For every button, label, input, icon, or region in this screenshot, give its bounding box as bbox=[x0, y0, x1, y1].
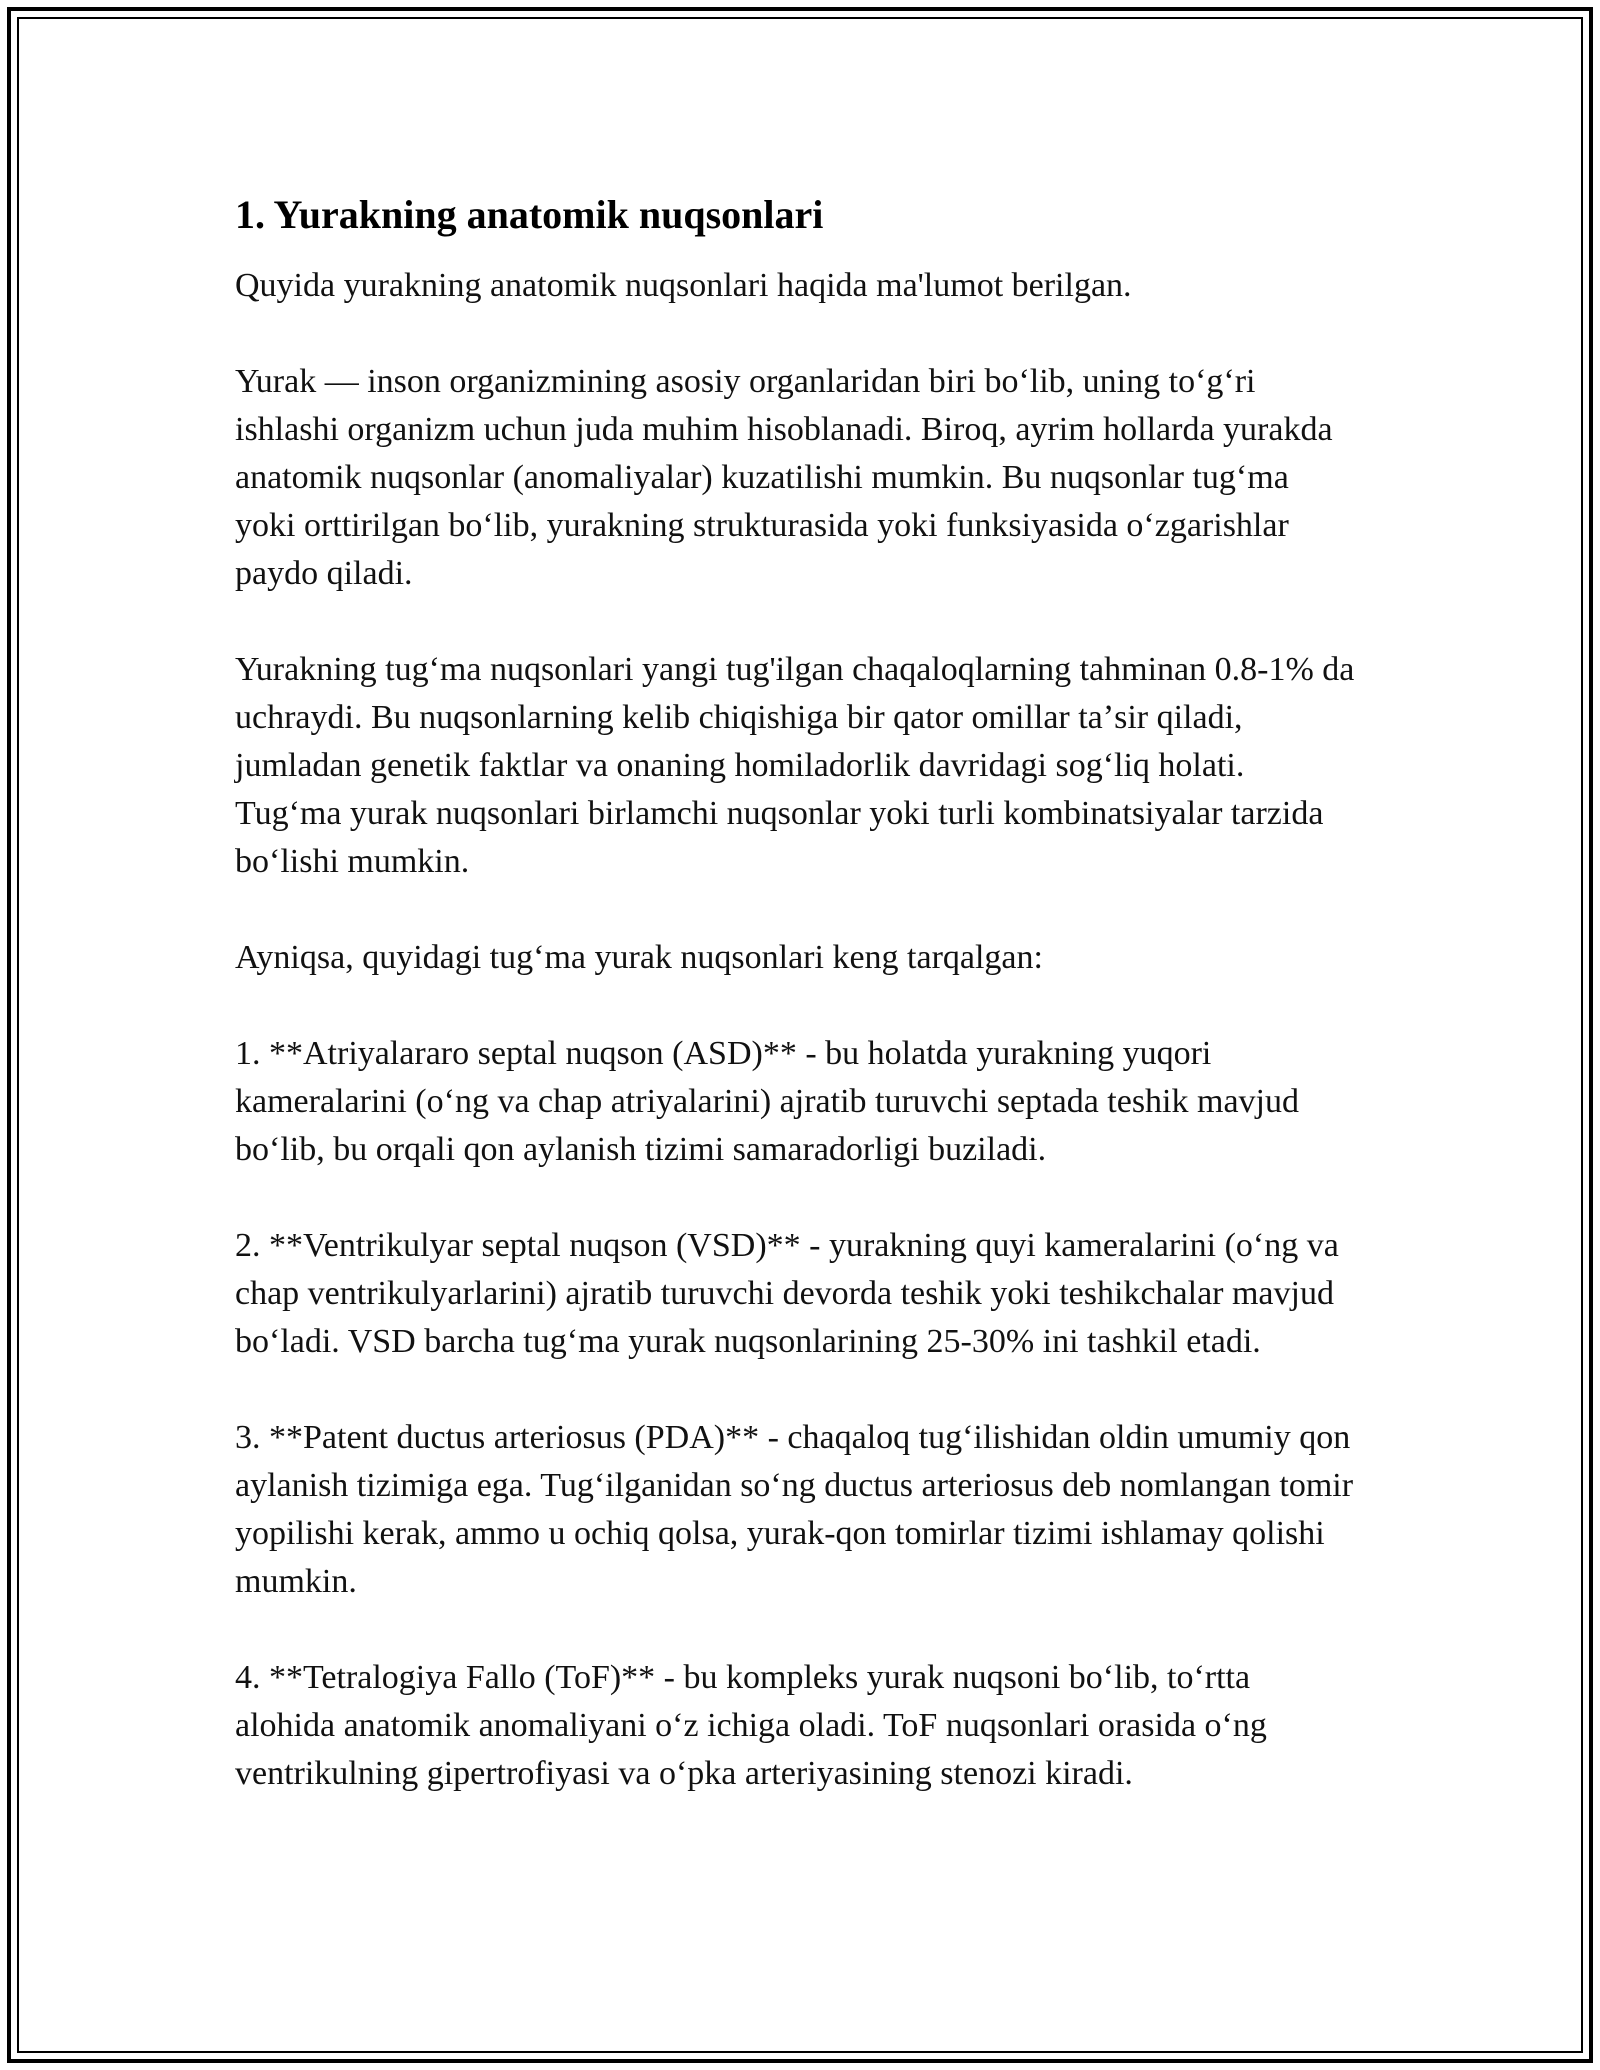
list-item-asd: 1. **Atriyalararo septal nuqson (ASD)** - bu holatda yurakning yuqori kameralarini (oʻng va chap atriyalarini) ajratib turuvchi septada teshik mavjud boʻlib, bu orqali qon aylanish tizimi samaradorligi buziladi. bbox=[235, 1035, 1299, 1168]
paragraph-heart-overview: Yurak — inson organizmining asosiy organlaridan biri boʻlib, uning toʻgʻri ishlashi organizm uchun juda muhim hisoblanadi. Biroq, ayrim hollarda yurakda anatomik nuqsonlar (anomaliyalar) kuzatilishi mumkin. Bu nuqsonlar tugʻma yoki orttirilgan boʻlib, yurakning strukturasida yoki funksiyasida oʻzgarishlar paydo qiladi. bbox=[235, 363, 1333, 592]
intro-paragraph: Quyida yurakning anatomik nuqsonlari haqida ma'lumot berilgan. bbox=[235, 267, 1132, 304]
paragraph-list-intro: Ayniqsa, quyidagi tugʻma yurak nuqsonlari keng tarqalgan: bbox=[235, 939, 1043, 976]
document-body bbox=[235, 190, 1355, 1798]
list-item-pda: 3. **Patent ductus arteriosus (PDA)** - chaqaloq tugʻilishidan oldin umumiy qon aylanish tizimiga ega. Tugʻilganidan soʻng ductus arteriosus deb nomlangan tomir yopilishi kerak, ammo u ochiq qolsa, yurak-qon tomirlar tizimi ishlamay qolishi mumkin. bbox=[235, 1419, 1354, 1600]
document-title: 1. Yurakning anatomik nuqsonlari bbox=[235, 192, 824, 237]
list-item-tof: 4. **Tetralogiya Fallo (ToF)** - bu kompleks yurak nuqsoni boʻlib, toʻrtta alohida anatomik anomaliyani oʻz ichiga oladi. ToF nuqsonlari orasida oʻng ventrikulning gipertrofiyasi va oʻpka arteriyasining stenozi kiradi. bbox=[235, 1659, 1267, 1792]
paragraph-congenital-defects: Yurakning tugʻma nuqsonlari yangi tug'ilgan chaqaloqlarning tahminan 0.8-1% da uchraydi. Bu nuqsonlarning kelib chiqishiga bir qator omillar taʼsir qiladi, jumladan genetik faktlar va onaning homiladorlik davridagi sogʻliq holati. Tugʻma yurak nuqsonlari birlamchi nuqsonlar yoki turli kombinatsiyalar tarzida boʻlishi mumkin. bbox=[235, 651, 1355, 880]
list-item-vsd: 2. **Ventrikulyar septal nuqson (VSD)** - yurakning quyi kameralarini (oʻng va chap ventrikulyarlarini) ajratib turuvchi devorda teshik yoki teshikchalar mavjud boʻladi. VSD barcha tugʻma yurak nuqsonlarining 25-30% ini tashkil etadi. bbox=[235, 1227, 1339, 1360]
